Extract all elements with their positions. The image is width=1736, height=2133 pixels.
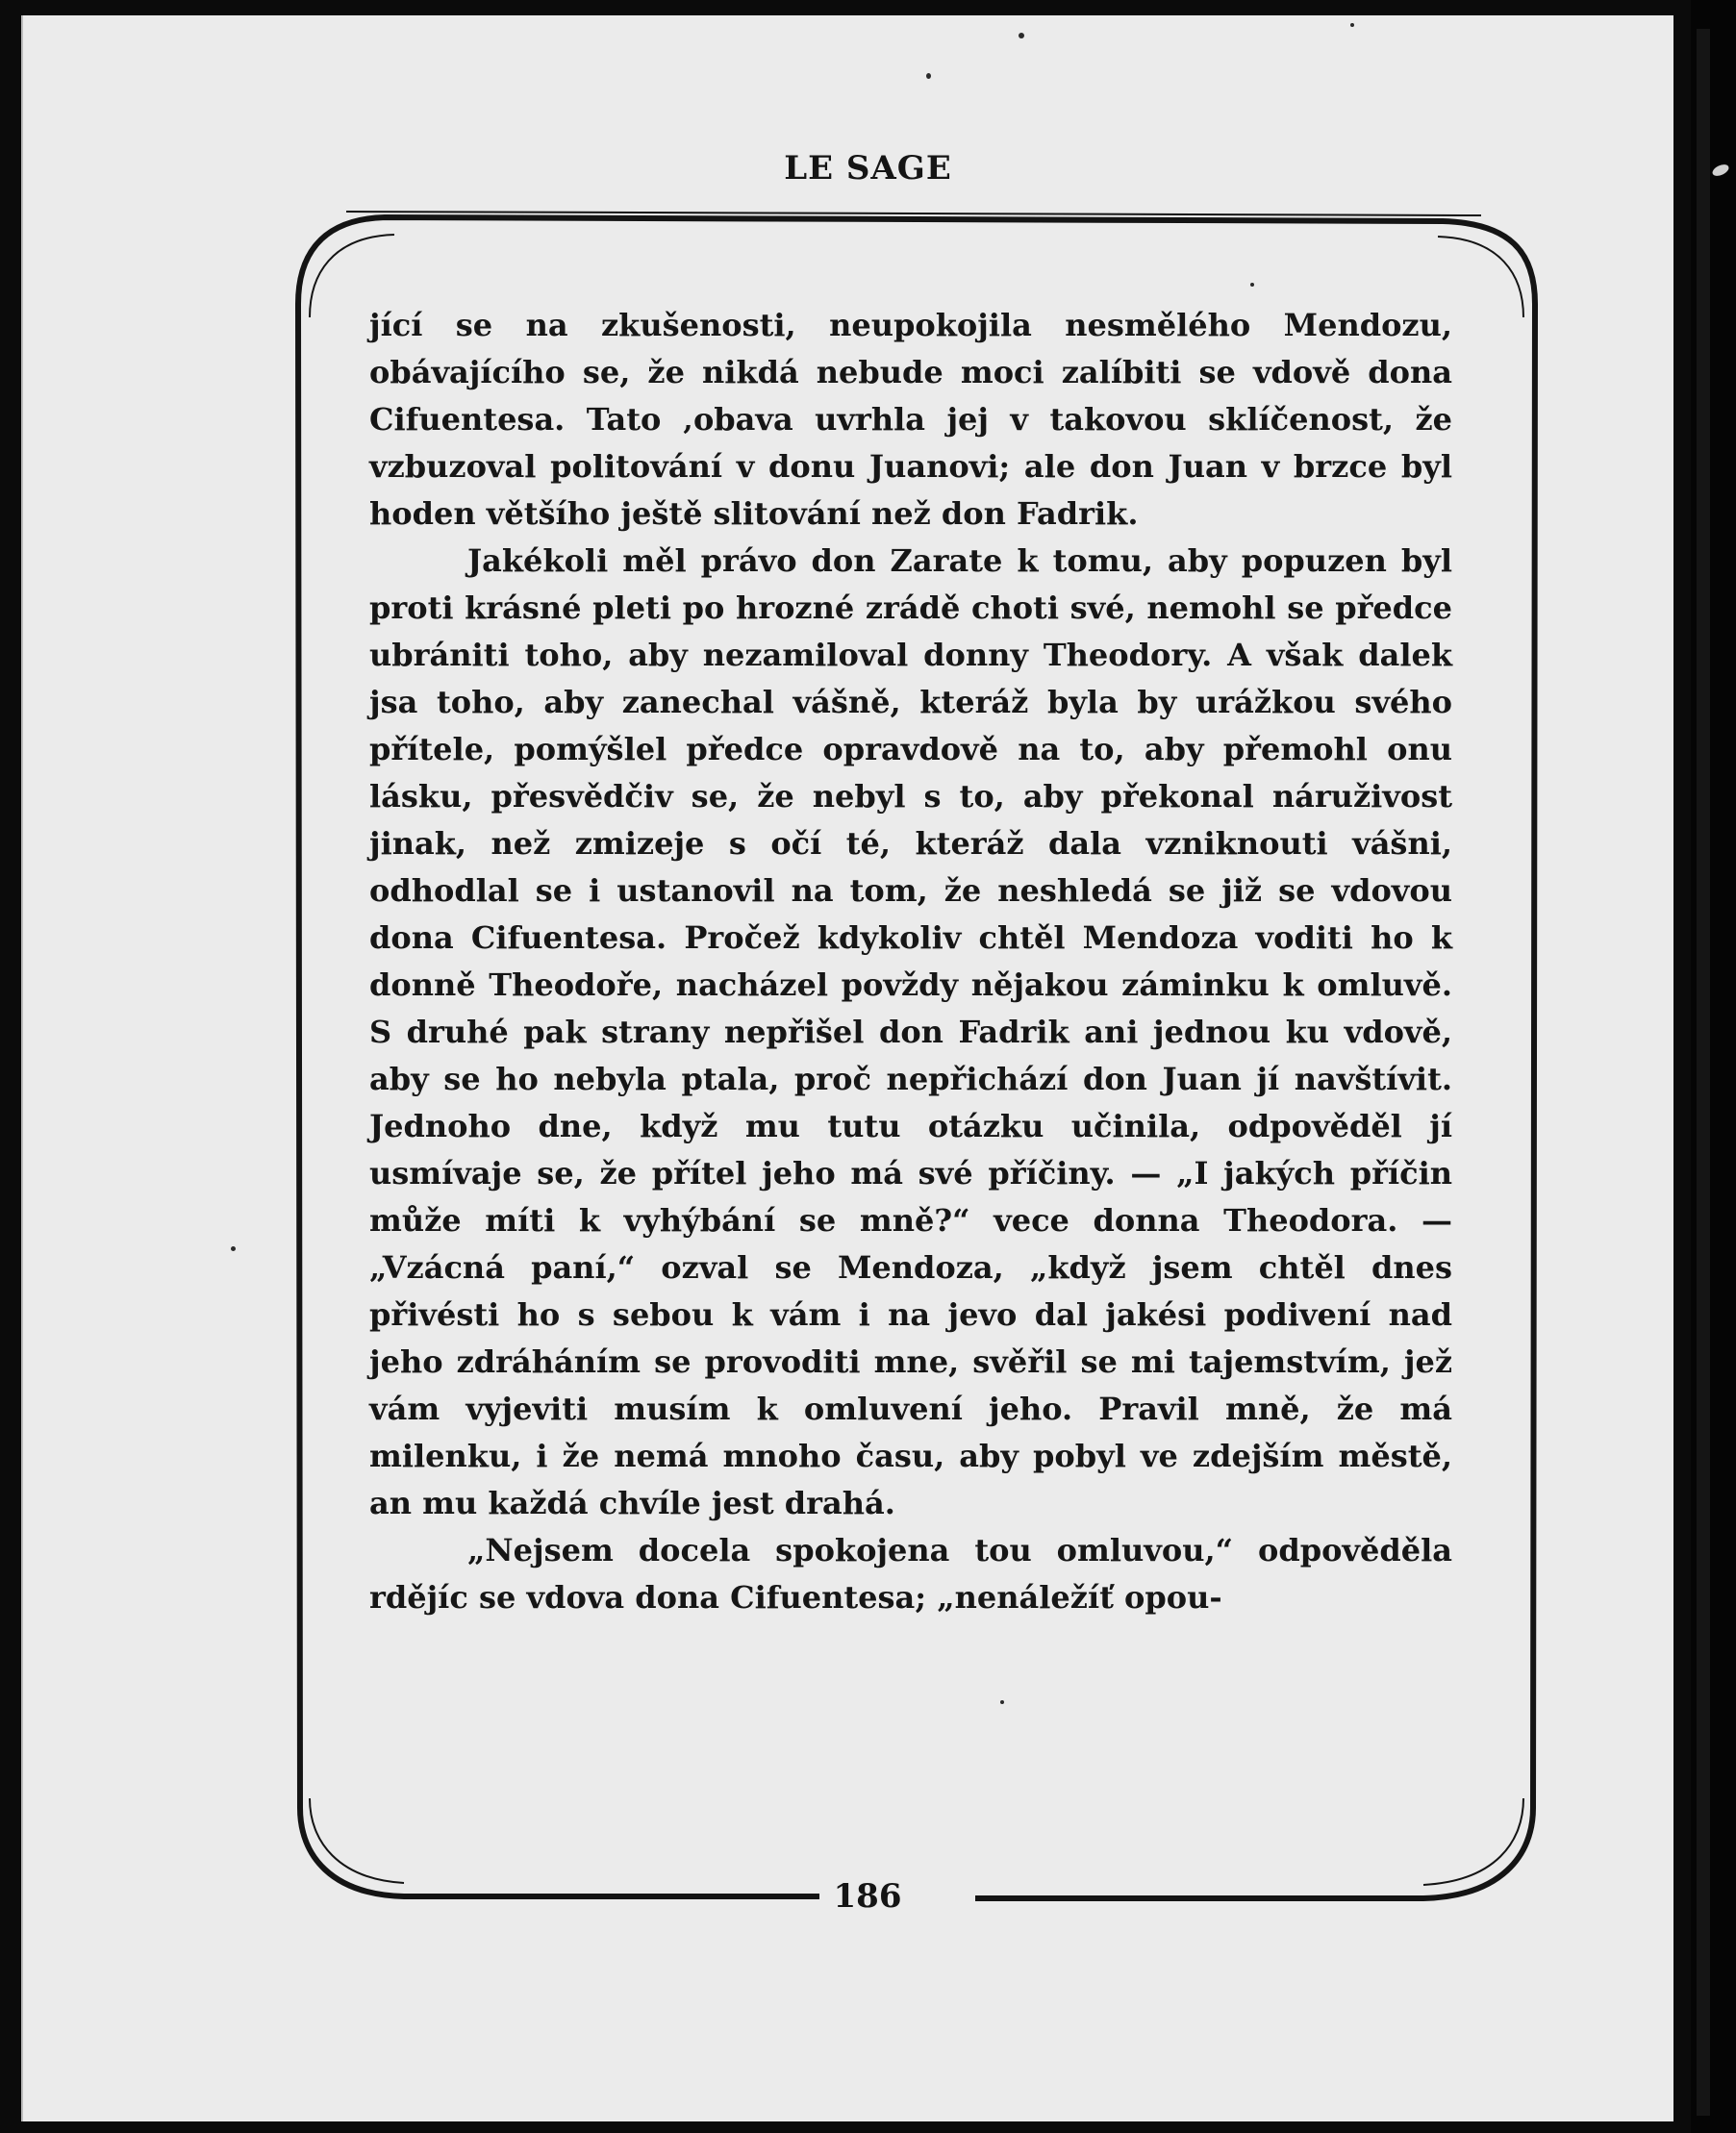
paragraph: „Nejsem docela spokojena tou omluvou,“ odpověděla rdějíc se vdova dona Cifuentesa; „nenáležíť opou- <box>369 1532 1452 1616</box>
paper-speck <box>1350 23 1354 27</box>
running-head: LE SAGE <box>784 149 952 188</box>
frame-top-hairline <box>346 212 1481 215</box>
paragraph: jící se na zkušenosti, neupokojila nesmělého Mendozu, obávajícího se, že nikdá nebude moci zalíbiti se vdově dona Cifuentesa. Tato ‚obava uvrhla jej v takovou sklíčenost, že vzbuzoval politování v donu Juanovi; ale don Juan v brzce byl hoden většího ještě slitování než don Fadrik. <box>369 307 1452 532</box>
paper-speck <box>1000 1700 1004 1704</box>
paper-speck <box>1019 33 1024 38</box>
paper-speck <box>1250 283 1254 287</box>
paper-speck <box>231 1246 236 1251</box>
paragraph: Jakékoli měl právo don Zarate k tomu, aby popuzen byl proti krásné pleti po hrozné zrádě choti své, nemohl se předce ubrániti toho, aby nezamiloval donny Theodory. A však dalek jsa toho, aby zanechal vášně, kteráž byla by urážkou svého přítele, pomýšlel předce opravdově na to, aby přemohl onu lásku, přesvědčiv se, že nebyl s to, aby překonal náruživost jinak, než zmizeje s očí té, kteráž dala vzniknouti vášni, odhodlal se i ustanovil na tom, že neshledá se již se vdovou dona Cifuentesa. Pročež kdykoliv chtěl Mendoza voditi ho k donně Theodoře, nacházel povždy nějakou záminku k omluvě. S druhé pak strany nepřišel don Fadrik ani jednou ku vdově, aby se ho nebyla ptala, proč nepřichází don Juan jí navštívit. Jednoho dne, když mu tutu otázku učinila, odpověděl jí usmívaje se, že přítel jeho má své příčiny. — „I jakých příčin může míti k vyhýbání se mně?“ vece donna Theodora. — „Vzácná paní,“ ozval se Mendoza, „když jsem chtěl dnes přivésti ho s sebou k vám i na jevo dal jakési podivení nad jeho zdráháním se provoditi mne, svěřil se mi tajemstvím, jež vám vyjeviti musím k omluvení jeho. Pravil mně, že má milenku, i že nemá mnoho času, aby pobyl ve zdejším městě, an mu každá chvíle jest drahá. <box>369 542 1452 1521</box>
paper-speck <box>926 73 931 79</box>
page-text <box>369 302 1452 1621</box>
page-number: 186 <box>819 1877 916 1916</box>
frame-top-rule <box>298 217 1535 304</box>
